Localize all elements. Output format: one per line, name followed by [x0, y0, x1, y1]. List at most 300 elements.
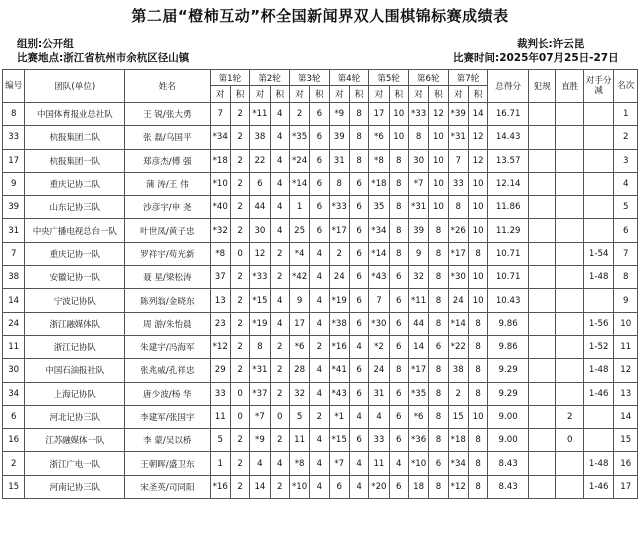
cell-points: 10: [389, 126, 408, 149]
cell-team: 山东记协三队: [25, 196, 125, 219]
cell-straight: [556, 312, 583, 335]
cell-opponent: 28: [289, 359, 309, 382]
cell-points: 4: [270, 219, 289, 242]
header-team: 团队(单位): [25, 70, 125, 103]
cell-name: 李 蒙/吴以桥: [125, 429, 210, 452]
cell-opponent: 6: [329, 475, 349, 498]
cell-opponent: 39: [329, 126, 349, 149]
cell-straight: [556, 335, 583, 358]
meta-info: [0, 27, 640, 64]
cell-rank: 9: [614, 289, 638, 312]
cell-opponent: 32: [289, 382, 309, 405]
cell-opponent: *35: [289, 126, 309, 149]
cell-opponent: 24: [329, 266, 349, 289]
cell-points: 6: [389, 266, 408, 289]
cell-opponent: *31: [250, 359, 270, 382]
cell-foul: [528, 335, 555, 358]
cell-opponent: 30: [408, 149, 428, 172]
cell-total: 9.00: [488, 405, 529, 428]
cell-opponent: 8: [329, 172, 349, 195]
cell-opponent: 7: [369, 289, 389, 312]
cell-straight: [556, 475, 583, 498]
cell-foul: [528, 405, 555, 428]
header-round-1-points: 积: [230, 86, 249, 103]
cell-opponent: 13: [210, 289, 230, 312]
cell-points: 2: [230, 359, 249, 382]
cell-opponent: 17: [369, 103, 389, 126]
header-round-1-opponent: 对: [210, 86, 230, 103]
table-row: [3, 382, 638, 405]
cell-points: 8: [429, 289, 448, 312]
cell-opponent: *17: [448, 242, 468, 265]
cell-opponent: 31: [369, 382, 389, 405]
cell-opponent: 5: [210, 429, 230, 452]
cell-points: 4: [270, 126, 289, 149]
cell-points: 2: [230, 126, 249, 149]
cell-opponent: 7: [448, 149, 468, 172]
cell-team: 上海记协队: [25, 382, 125, 405]
cell-name: 陈列翁/金晓东: [125, 289, 210, 312]
cell-opponent: *7: [250, 405, 270, 428]
cell-opponent: 24: [448, 289, 468, 312]
cell-opponent: *19: [329, 289, 349, 312]
cell-points: 2: [270, 475, 289, 498]
cell-points: 6: [389, 429, 408, 452]
cell-opponent: *14: [448, 312, 468, 335]
cell-opponent: *37: [250, 382, 270, 405]
cell-points: 6: [389, 289, 408, 312]
cell-points: 8: [389, 359, 408, 382]
cell-opponent: 8: [250, 335, 270, 358]
cell-points: 2: [230, 429, 249, 452]
cell-no: 17: [3, 149, 25, 172]
cell-opponent: 33: [369, 429, 389, 452]
table-row: [3, 475, 638, 498]
cell-points: 10: [429, 126, 448, 149]
cell-straight: [556, 196, 583, 219]
cell-points: 6: [349, 242, 368, 265]
table-row: [3, 103, 638, 126]
cell-total: 9.00: [488, 429, 529, 452]
cell-points: 6: [310, 103, 329, 126]
cell-total: 12.14: [488, 172, 529, 195]
cell-points: 6: [310, 126, 329, 149]
cell-points: 2: [310, 405, 329, 428]
cell-opponent: *4: [289, 242, 309, 265]
cell-total: 16.71: [488, 103, 529, 126]
header-round-3: 第3轮: [289, 70, 329, 86]
cell-opponent: *7: [329, 452, 349, 475]
cell-points: 0: [230, 382, 249, 405]
cell-name: 宋圣英/司同阳: [125, 475, 210, 498]
cell-straight: [556, 126, 583, 149]
cell-opponent: 22: [250, 149, 270, 172]
cell-points: 6: [349, 382, 368, 405]
cell-opponent: *30: [369, 312, 389, 335]
cell-points: 2: [270, 242, 289, 265]
cell-no: 30: [3, 359, 25, 382]
cell-opponent: *38: [329, 312, 349, 335]
cell-points: 8: [429, 266, 448, 289]
cell-opponent: 2: [448, 382, 468, 405]
cell-points: 8: [468, 452, 487, 475]
cell-opponent: *20: [369, 475, 389, 498]
cell-opponent: *31: [408, 196, 428, 219]
cell-points: 0: [230, 405, 249, 428]
cell-team: 中央广播电视总台一队: [25, 219, 125, 242]
cell-opponent: *9: [250, 429, 270, 452]
cell-tiebreak: 1-48: [583, 452, 614, 475]
cell-opponent: 7: [210, 103, 230, 126]
cell-points: 4: [310, 266, 329, 289]
cell-points: 0: [230, 242, 249, 265]
cell-opponent: 24: [369, 359, 389, 382]
cell-team: 宁波记协队: [25, 289, 125, 312]
header-round-4-points: 积: [349, 86, 368, 103]
cell-foul: [528, 103, 555, 126]
cell-opponent: *6: [369, 126, 389, 149]
cell-points: 10: [468, 172, 487, 195]
cell-points: 4: [310, 242, 329, 265]
cell-points: 2: [230, 149, 249, 172]
header-round-3-points: 积: [310, 86, 329, 103]
cell-no: 9: [3, 172, 25, 195]
cell-straight: [556, 103, 583, 126]
cell-points: 2: [230, 266, 249, 289]
cell-points: 8: [468, 335, 487, 358]
cell-opponent: 14: [250, 475, 270, 498]
cell-straight: [556, 149, 583, 172]
cell-tiebreak: [583, 219, 614, 242]
cell-points: 6: [310, 149, 329, 172]
cell-opponent: *32: [210, 219, 230, 242]
cell-rank: 8: [614, 266, 638, 289]
cell-tiebreak: [583, 149, 614, 172]
cell-points: 4: [310, 289, 329, 312]
cell-points: 10: [468, 289, 487, 312]
cell-opponent: *42: [289, 266, 309, 289]
venue-label: 比赛地点:浙江省杭州市余杭区径山镇: [17, 52, 190, 64]
header-round-6-points: 积: [429, 86, 448, 103]
cell-opponent: 38: [250, 126, 270, 149]
cell-opponent: *14: [369, 242, 389, 265]
cell-opponent: *34: [210, 126, 230, 149]
cell-points: 4: [310, 452, 329, 475]
cell-opponent: *12: [448, 475, 468, 498]
cell-opponent: *36: [408, 429, 428, 452]
cell-opponent: 44: [250, 196, 270, 219]
cell-no: 24: [3, 312, 25, 335]
cell-points: 8: [429, 359, 448, 382]
cell-points: 6: [389, 405, 408, 428]
cell-opponent: *2: [369, 335, 389, 358]
cell-tiebreak: [583, 126, 614, 149]
cell-points: 8: [468, 475, 487, 498]
cell-points: 4: [349, 405, 368, 428]
table-row: [3, 172, 638, 195]
header-name: 姓名: [125, 70, 210, 103]
cell-opponent: 25: [289, 219, 309, 242]
cell-rank: 16: [614, 452, 638, 475]
cell-name: 周 游/朱怡晨: [125, 312, 210, 335]
cell-opponent: 11: [289, 429, 309, 452]
cell-points: 4: [270, 172, 289, 195]
cell-opponent: *19: [250, 312, 270, 335]
cell-points: 12: [468, 126, 487, 149]
cell-total: 8.43: [488, 452, 529, 475]
cell-points: 8: [429, 219, 448, 242]
cell-points: 4: [270, 312, 289, 335]
cell-tiebreak: 1-46: [583, 382, 614, 405]
cell-opponent: 2: [329, 242, 349, 265]
cell-points: 4: [270, 196, 289, 219]
cell-total: 11.29: [488, 219, 529, 242]
cell-team: 中国石油报社队: [25, 359, 125, 382]
cell-name: 郑彦杰/傅 强: [125, 149, 210, 172]
cell-tiebreak: 1-48: [583, 266, 614, 289]
table-row: [3, 452, 638, 475]
cell-name: 罗祥宇/苟光新: [125, 242, 210, 265]
cell-name: 叶世凤/黄子忠: [125, 219, 210, 242]
cell-points: 4: [310, 382, 329, 405]
cell-points: 4: [270, 452, 289, 475]
cell-opponent: *34: [448, 452, 468, 475]
table-row: [3, 359, 638, 382]
cell-no: 11: [3, 335, 25, 358]
cell-points: 10: [429, 196, 448, 219]
header-round-7: 第7轮: [448, 70, 488, 86]
cell-opponent: 33: [210, 382, 230, 405]
cell-team: 浙江融媒体队: [25, 312, 125, 335]
cell-points: 8: [429, 475, 448, 498]
cell-name: 王朝晖/盛卫东: [125, 452, 210, 475]
cell-name: 李建军/张国宇: [125, 405, 210, 428]
cell-points: 6: [349, 172, 368, 195]
cell-opponent: 11: [369, 452, 389, 475]
cell-opponent: *10: [408, 452, 428, 475]
cell-points: 10: [468, 266, 487, 289]
cell-opponent: 18: [408, 475, 428, 498]
cell-points: 6: [349, 429, 368, 452]
cell-points: 2: [230, 312, 249, 335]
cell-points: 8: [468, 312, 487, 335]
cell-no: 2: [3, 452, 25, 475]
cell-opponent: *33: [408, 103, 428, 126]
cell-rank: 17: [614, 475, 638, 498]
cell-total: 10.71: [488, 266, 529, 289]
group-label: 组别:公开组: [17, 38, 74, 50]
cell-opponent: 9: [408, 242, 428, 265]
cell-straight: [556, 219, 583, 242]
cell-opponent: *15: [250, 289, 270, 312]
cell-opponent: *34: [369, 219, 389, 242]
cell-rank: 7: [614, 242, 638, 265]
cell-points: 8: [389, 219, 408, 242]
header-total: 总得分: [488, 70, 529, 103]
cell-opponent: 15: [448, 405, 468, 428]
cell-opponent: 5: [289, 405, 309, 428]
cell-points: 6: [349, 359, 368, 382]
cell-tiebreak: [583, 405, 614, 428]
cell-foul: [528, 126, 555, 149]
cell-points: 8: [468, 382, 487, 405]
table-body: [3, 103, 638, 499]
cell-points: 6: [349, 266, 368, 289]
cell-team: 安徽记协一队: [25, 266, 125, 289]
header-round-5-opponent: 对: [369, 86, 389, 103]
cell-name: 朱建宇/冯海军: [125, 335, 210, 358]
header-rank: 名次: [614, 70, 638, 103]
cell-name: 唐少波/杨 华: [125, 382, 210, 405]
cell-opponent: 30: [250, 219, 270, 242]
cell-points: 10: [389, 103, 408, 126]
cell-points: 6: [349, 312, 368, 335]
cell-opponent: 33: [448, 172, 468, 195]
cell-opponent: 9: [289, 289, 309, 312]
cell-opponent: *8: [369, 149, 389, 172]
cell-opponent: 39: [408, 219, 428, 242]
header-tiebreak: 对手分减: [583, 70, 614, 103]
cell-points: 2: [310, 335, 329, 358]
cell-opponent: 38: [448, 359, 468, 382]
cell-opponent: *43: [329, 382, 349, 405]
cell-name: 沙彦宇/申 尧: [125, 196, 210, 219]
cell-no: 16: [3, 429, 25, 452]
cell-foul: [528, 429, 555, 452]
cell-opponent: *18: [210, 149, 230, 172]
cell-opponent: *16: [329, 335, 349, 358]
cell-points: 10: [468, 196, 487, 219]
cell-points: 2: [230, 219, 249, 242]
cell-points: 4: [310, 475, 329, 498]
cell-team: 重庆记协一队: [25, 242, 125, 265]
cell-points: 6: [310, 219, 329, 242]
cell-points: 8: [389, 149, 408, 172]
cell-points: 6: [429, 452, 448, 475]
cell-opponent: 6: [250, 172, 270, 195]
cell-tiebreak: [583, 103, 614, 126]
cell-points: 4: [349, 452, 368, 475]
cell-tiebreak: 1-56: [583, 312, 614, 335]
table-row: [3, 405, 638, 428]
cell-points: 2: [230, 289, 249, 312]
cell-opponent: *8: [210, 242, 230, 265]
header-round-4-opponent: 对: [329, 86, 349, 103]
cell-opponent: *26: [448, 219, 468, 242]
date-label: 比赛时间:2025年07月25日-27日: [453, 52, 619, 64]
cell-team: 中国体育报业总社队: [25, 103, 125, 126]
cell-no: 14: [3, 289, 25, 312]
table-row: [3, 219, 638, 242]
cell-points: 8: [349, 103, 368, 126]
cell-team: 浙江广电一队: [25, 452, 125, 475]
cell-no: 6: [3, 405, 25, 428]
cell-opponent: *11: [250, 103, 270, 126]
cell-opponent: 31: [329, 149, 349, 172]
cell-points: 4: [270, 103, 289, 126]
table-row: [3, 289, 638, 312]
cell-total: 9.29: [488, 359, 529, 382]
cell-opponent: *30: [448, 266, 468, 289]
cell-opponent: 35: [369, 196, 389, 219]
cell-total: 9.29: [488, 382, 529, 405]
cell-rank: 4: [614, 172, 638, 195]
table-row: [3, 242, 638, 265]
cell-no: 39: [3, 196, 25, 219]
cell-points: 0: [270, 405, 289, 428]
cell-points: 6: [349, 289, 368, 312]
cell-opponent: 8: [408, 126, 428, 149]
cell-opponent: *40: [210, 196, 230, 219]
cell-foul: [528, 266, 555, 289]
cell-rank: 10: [614, 312, 638, 335]
table-row: [3, 312, 638, 335]
cell-name: 王 锐/张大勇: [125, 103, 210, 126]
cell-points: 8: [429, 405, 448, 428]
cell-points: 8: [429, 382, 448, 405]
cell-opponent: *10: [289, 475, 309, 498]
header-round-5: 第5轮: [369, 70, 409, 86]
header-round-7-opponent: 对: [448, 86, 468, 103]
table-header: [3, 70, 638, 103]
header-round-2: 第2轮: [250, 70, 290, 86]
cell-opponent: 1: [210, 452, 230, 475]
cell-points: 10: [468, 219, 487, 242]
cell-no: 34: [3, 382, 25, 405]
cell-foul: [528, 312, 555, 335]
table-row: [3, 266, 638, 289]
cell-foul: [528, 172, 555, 195]
cell-foul: [528, 382, 555, 405]
cell-opponent: 1: [289, 196, 309, 219]
cell-no: 38: [3, 266, 25, 289]
cell-points: 12: [468, 149, 487, 172]
cell-opponent: *33: [329, 196, 349, 219]
cell-points: 2: [230, 335, 249, 358]
cell-rank: 1: [614, 103, 638, 126]
cell-total: 13.57: [488, 149, 529, 172]
cell-points: 8: [429, 312, 448, 335]
cell-tiebreak: [583, 289, 614, 312]
cell-straight: [556, 242, 583, 265]
cell-no: 15: [3, 475, 25, 498]
cell-foul: [528, 452, 555, 475]
cell-team: 河北记协三队: [25, 405, 125, 428]
cell-rank: 11: [614, 335, 638, 358]
cell-rank: 13: [614, 382, 638, 405]
cell-points: 6: [389, 335, 408, 358]
cell-opponent: *17: [329, 219, 349, 242]
cell-straight: 2: [556, 405, 583, 428]
cell-points: 4: [310, 312, 329, 335]
cell-tiebreak: [583, 429, 614, 452]
cell-points: 2: [270, 382, 289, 405]
cell-opponent: *9: [329, 103, 349, 126]
cell-opponent: 44: [408, 312, 428, 335]
cell-foul: [528, 149, 555, 172]
cell-points: 4: [270, 149, 289, 172]
cell-opponent: *24: [289, 149, 309, 172]
cell-opponent: 17: [289, 312, 309, 335]
cell-points: 2: [270, 266, 289, 289]
cell-opponent: *22: [448, 335, 468, 358]
cell-opponent: *6: [408, 405, 428, 428]
cell-team: 重庆记协二队: [25, 172, 125, 195]
cell-name: 蒲 涛/王 伟: [125, 172, 210, 195]
cell-points: 2: [230, 475, 249, 498]
cell-rank: 6: [614, 219, 638, 242]
cell-total: 8.43: [488, 475, 529, 498]
